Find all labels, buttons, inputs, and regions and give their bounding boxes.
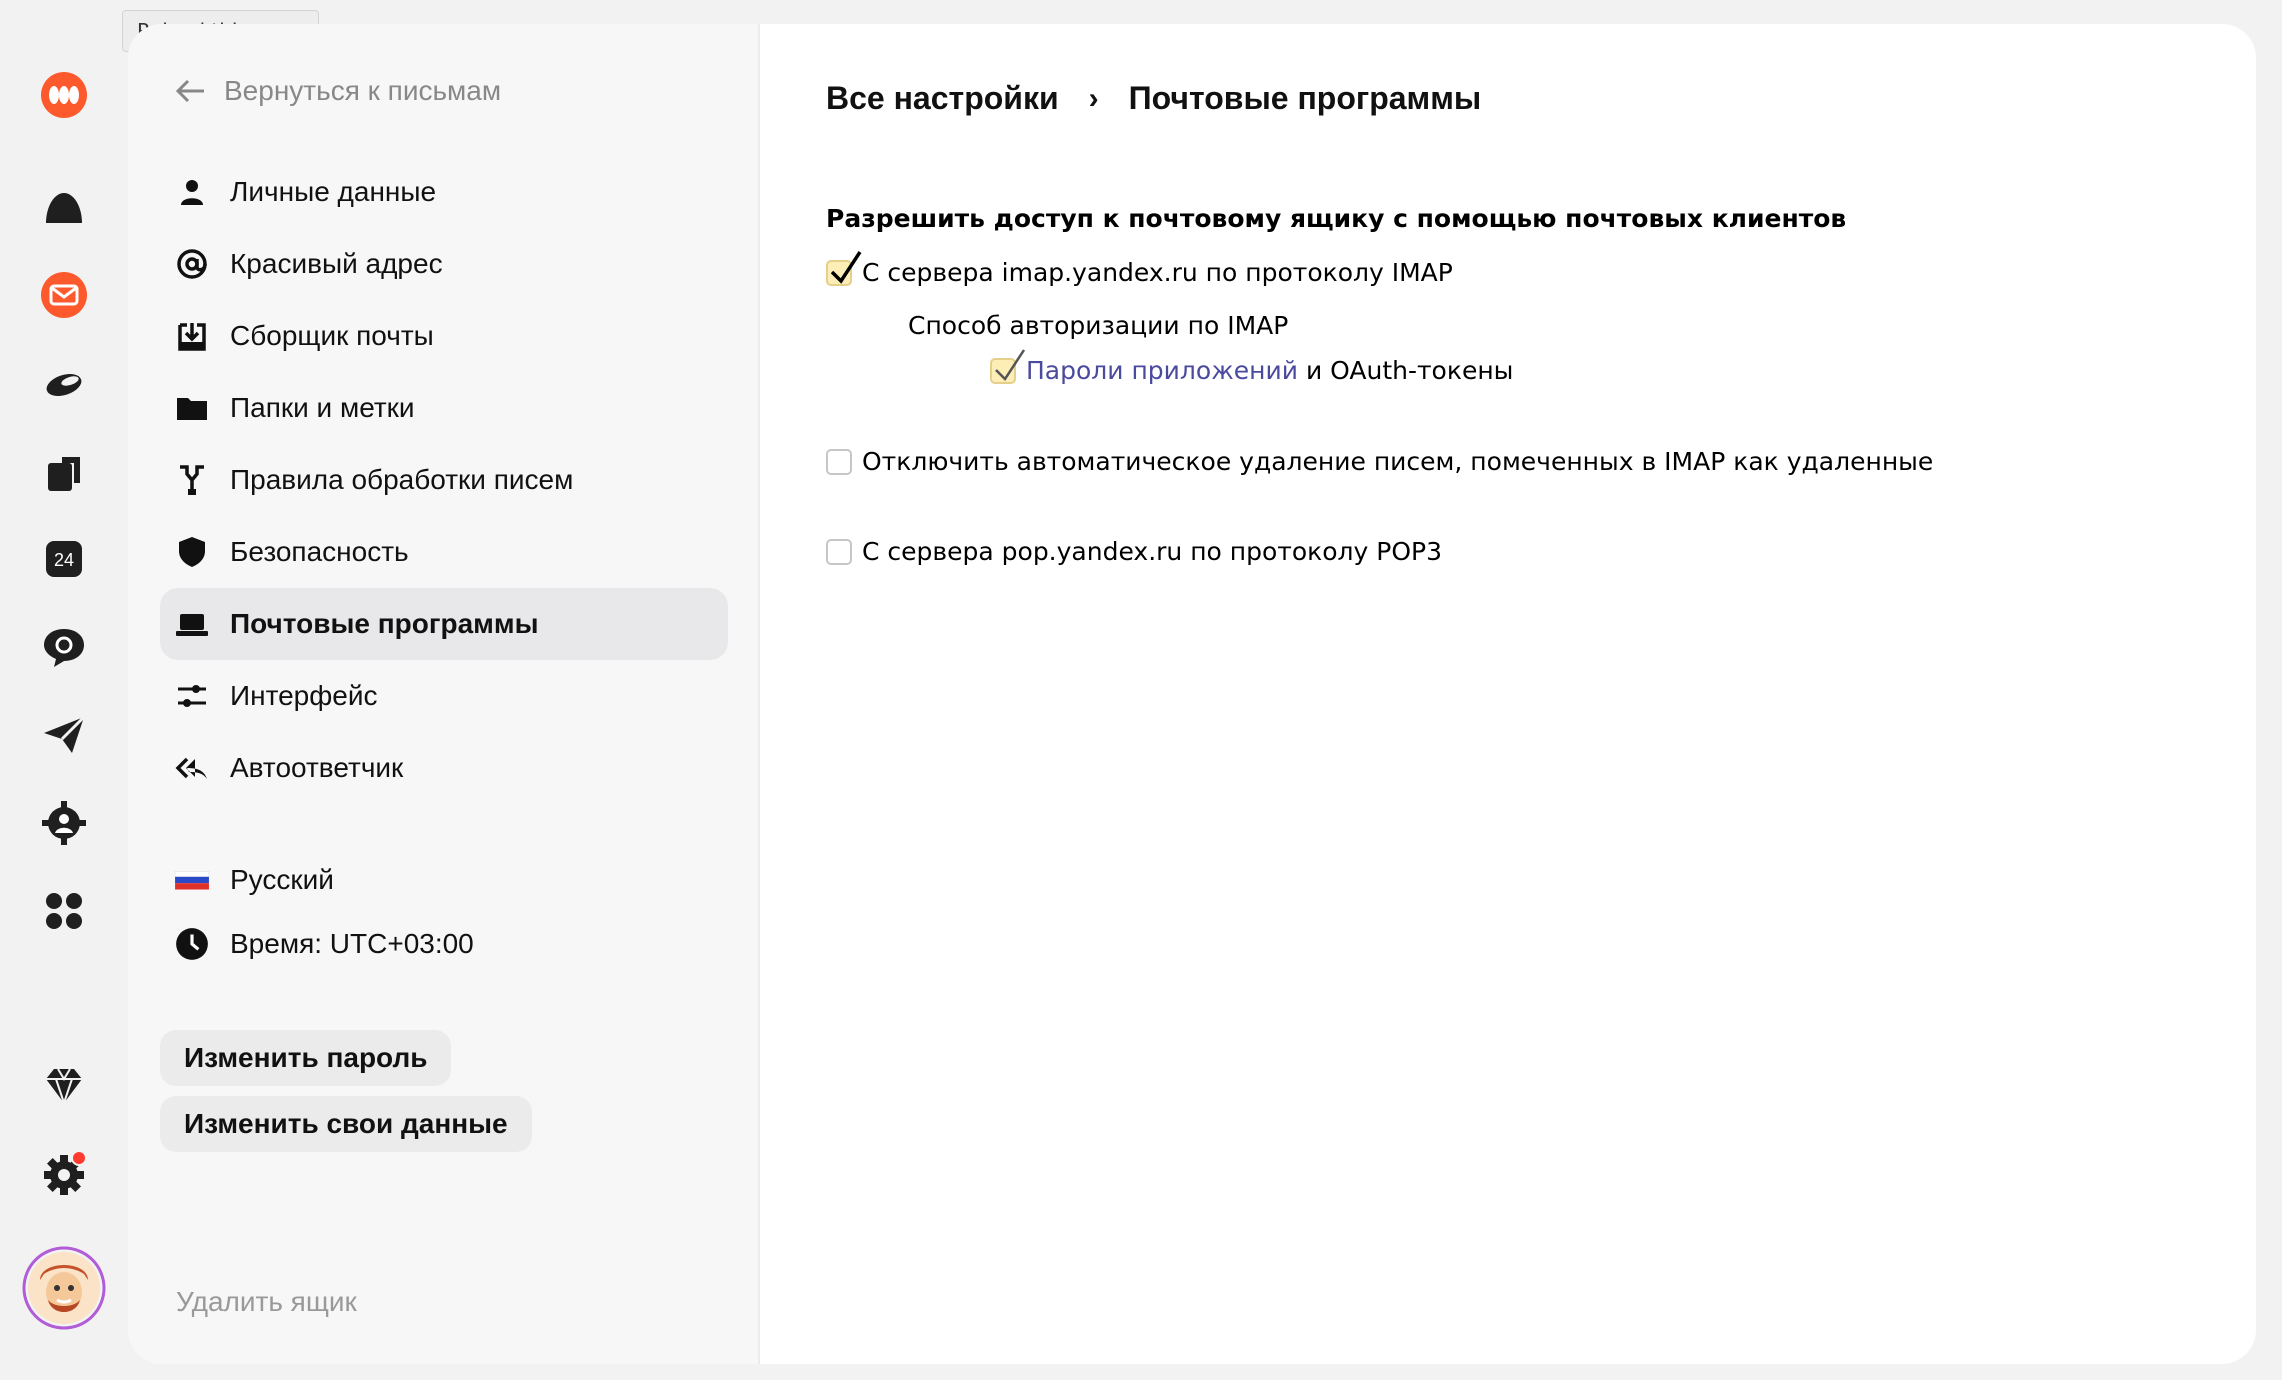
sidebar-item-label: Сборщик почты — [230, 320, 434, 351]
sidebar-item-label: Личные данные — [230, 176, 437, 207]
app-passwords-checkbox[interactable] — [990, 358, 1016, 384]
shield-icon — [174, 534, 210, 570]
sidebar-item-label: Почтовые программы — [230, 608, 539, 639]
inbox-download-icon — [174, 318, 210, 354]
section-title: Разрешить доступ к почтовому ящику с помощью почтовых клиентов — [826, 204, 1847, 233]
apps-grid-icon[interactable] — [31, 878, 97, 944]
sidebar-item-collector[interactable] — [160, 300, 728, 372]
app-rail — [0, 0, 128, 1380]
sidebar-item-autoreply[interactable] — [160, 732, 728, 804]
language-label: Русский — [230, 864, 334, 895]
oauth-label: и OAuth-токены — [1305, 356, 1514, 385]
pop3-label: С сервера pop.yandex.ru по протоколу POP3 — [862, 537, 1443, 566]
settings-sidebar — [128, 24, 760, 1364]
clock-icon — [174, 926, 210, 962]
sidebar-item-folders[interactable] — [160, 372, 728, 444]
back-to-mail-link[interactable] — [174, 74, 501, 108]
breadcrumb-current: Почтовые программы — [1128, 80, 1482, 116]
person-icon — [174, 174, 210, 210]
timezone-selector[interactable] — [174, 926, 734, 962]
sidebar-item-rules[interactable] — [160, 444, 728, 516]
team-icon[interactable] — [31, 790, 97, 856]
avatar[interactable] — [22, 1246, 106, 1330]
imap-option[interactable] — [826, 258, 1453, 287]
language-selector[interactable] — [174, 862, 734, 898]
yandex360-logo-icon[interactable] — [31, 62, 97, 128]
svg-text:24: 24 — [53, 550, 75, 570]
disable-autodelete-label: Отключить автоматическое удаление писем, помеченных в IMAP как удаленные — [862, 447, 1934, 476]
settings-gear-icon[interactable] — [31, 1142, 97, 1208]
back-label: Вернуться к письмам — [224, 75, 502, 106]
filter-rules-icon — [174, 462, 210, 498]
disable-autodelete-checkbox[interactable] — [826, 449, 852, 475]
messenger-icon[interactable] — [31, 614, 97, 680]
laptop-icon — [174, 606, 210, 642]
sidebar-item-label: Красивый адрес — [230, 248, 443, 279]
sidebar-item-label: Интерфейс — [230, 680, 378, 711]
russia-flag-icon — [174, 862, 210, 898]
sidebar-item-address[interactable] — [160, 228, 728, 300]
timezone-label: Время: UTC+03:00 — [230, 928, 474, 959]
breadcrumb-all-settings[interactable]: Все настройки — [826, 80, 1059, 116]
pop3-checkbox[interactable] — [826, 539, 852, 565]
mail-icon[interactable] — [31, 262, 97, 328]
sliders-icon — [174, 678, 210, 714]
sidebar-item-label: Правила обработки писем — [230, 464, 574, 495]
sidebar-item-security[interactable] — [160, 516, 728, 588]
sidebar-item-label: Автоответчик — [230, 752, 404, 783]
sidebar-item-mail-clients[interactable] — [160, 588, 728, 660]
delete-mailbox-link[interactable]: Удалить ящик — [176, 1286, 357, 1317]
cloud-disk-icon[interactable] — [31, 174, 97, 240]
folder-icon — [174, 390, 210, 426]
reply-all-icon — [174, 750, 210, 786]
telemost-icon[interactable] — [31, 350, 97, 416]
chevron-right-icon: › — [1088, 81, 1099, 115]
app-passwords-link[interactable]: Пароли приложений — [1026, 356, 1298, 385]
disable-autodelete-option[interactable] — [826, 447, 1933, 476]
at-sign-icon — [174, 246, 210, 282]
sidebar-item-label: Безопасность — [230, 536, 409, 567]
calendar-icon[interactable] — [31, 526, 97, 592]
main-content — [760, 24, 2256, 1364]
breadcrumb — [826, 80, 1481, 117]
imap-checkbox[interactable] — [826, 260, 852, 286]
pop3-option[interactable] — [826, 537, 1442, 566]
premium-diamond-icon[interactable] — [31, 1052, 97, 1118]
imap-auth-label: Способ авторизации по IMAP — [908, 311, 1289, 340]
change-data-button[interactable]: Изменить свои данные — [160, 1096, 532, 1152]
sidebar-item-label: Папки и метки — [230, 392, 415, 423]
settings-menu — [160, 156, 728, 804]
arrow-left-icon — [174, 74, 208, 108]
app-passwords-option[interactable] — [990, 356, 1513, 385]
send-icon[interactable] — [31, 702, 97, 768]
sidebar-item-personal[interactable] — [160, 156, 728, 228]
notification-badge — [71, 1150, 87, 1166]
change-password-button[interactable]: Изменить пароль — [160, 1030, 451, 1086]
settings-panel — [128, 24, 2256, 1364]
sidebar-item-interface[interactable] — [160, 660, 728, 732]
documents-icon[interactable] — [31, 440, 97, 506]
imap-label: С сервера imap.yandex.ru по протоколу IMAP — [862, 258, 1453, 287]
